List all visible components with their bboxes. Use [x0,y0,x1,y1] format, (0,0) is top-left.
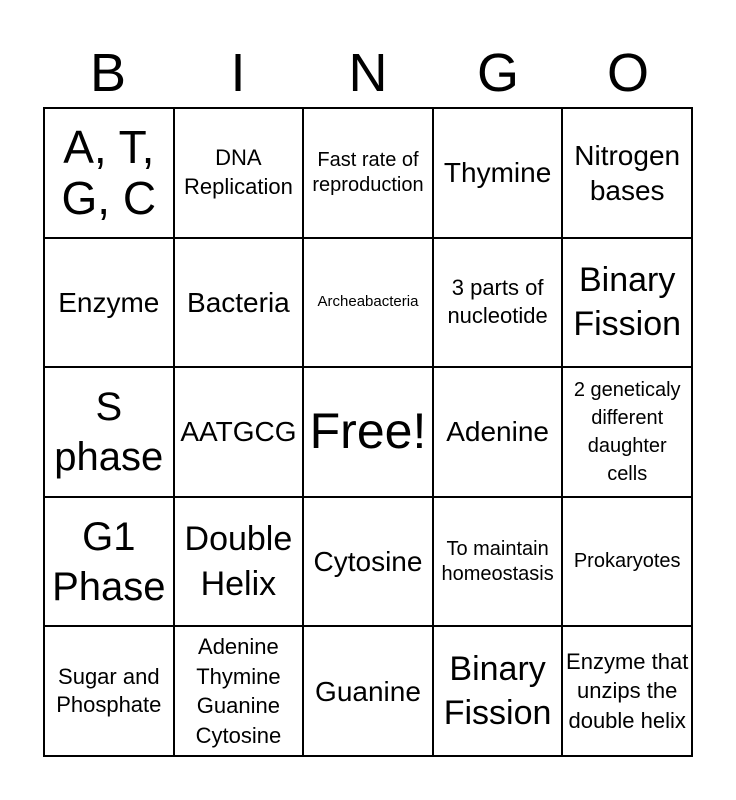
bingo-cell-r2c3[interactable] [303,238,433,368]
cell-text: Prokaryotes [573,550,681,573]
cell-text: 3 parts of nucleotide [447,274,548,329]
bingo-cell-r3c1[interactable] [44,367,174,497]
header-letter-n: N [348,43,388,103]
bingo-cell-r3c4[interactable] [433,367,563,497]
bingo-cell-r5c3[interactable] [303,626,433,756]
cell-text: AATGCG [180,416,297,448]
bingo-cell-r2c4[interactable] [433,238,563,368]
bingo-cell-r5c5[interactable] [562,626,692,756]
cell-text: A, T, G, C [61,121,157,224]
cell-text: Archeabacteria [317,293,419,311]
bingo-cell-r4c2[interactable] [174,497,304,627]
cell-text: Guanine [315,675,421,707]
bingo-cell-r1c2[interactable] [174,108,304,238]
bingo-cell-r3c2[interactable] [174,367,304,497]
bingo-header [43,40,693,106]
cell-text: To maintain homeostasis [441,537,554,585]
bingo-cell-r5c1[interactable] [44,626,174,756]
bingo-cell-r4c4[interactable] [433,497,563,627]
bingo-cell-r5c2[interactable] [174,626,304,756]
cell-text: S phase [54,384,164,479]
bingo-cell-r3c3[interactable] [303,367,433,497]
cell-text: Nitrogen bases [574,139,681,206]
cell-text: Adenine [446,416,549,448]
cell-text: Adenine Thymine Guanine Cytosine [195,633,282,748]
cell-text: Bacteria [187,286,290,318]
cell-text: Enzyme [58,286,160,318]
bingo-cell-r5c4[interactable] [433,626,563,756]
bingo-cell-r3c5[interactable] [562,367,692,497]
cell-text: Enzyme that unzips the double helix [566,648,689,734]
bingo-cell-r1c5[interactable] [562,108,692,238]
cell-text: DNA Replication [183,145,293,199]
bingo-grid [43,107,693,757]
cell-text: Binary Fission [573,261,682,344]
header-letter-g: G [476,43,519,103]
bingo-cell-r1c4[interactable] [433,108,563,238]
cell-text: Thymine [443,157,552,189]
cell-text: Sugar and Phosphate [56,663,162,718]
cell-text: Cytosine [313,546,423,578]
free-space: Free! [309,403,427,460]
bingo-cell-r1c1[interactable] [44,108,174,238]
bingo-cell-r2c2[interactable] [174,238,304,368]
bingo-cell-r1c3[interactable] [303,108,433,238]
header-letter-b: B [89,43,127,103]
bingo-cell-r4c3[interactable] [303,497,433,627]
cell-text: 2 geneticaly different daughter cells [573,378,681,485]
bingo-cell-r4c1[interactable] [44,497,174,627]
header-letter-i: I [230,43,246,103]
cell-text: Binary Fission [443,650,552,733]
cell-text: G1 Phase [52,514,166,609]
bingo-cell-r2c1[interactable] [44,238,174,368]
cell-text: Double Helix [184,520,293,603]
header-letter-o: O [606,43,649,103]
bingo-cell-r4c5[interactable] [562,497,692,627]
cell-text: Fast rate of reproduction [312,148,424,196]
bingo-cell-r2c5[interactable] [562,238,692,368]
